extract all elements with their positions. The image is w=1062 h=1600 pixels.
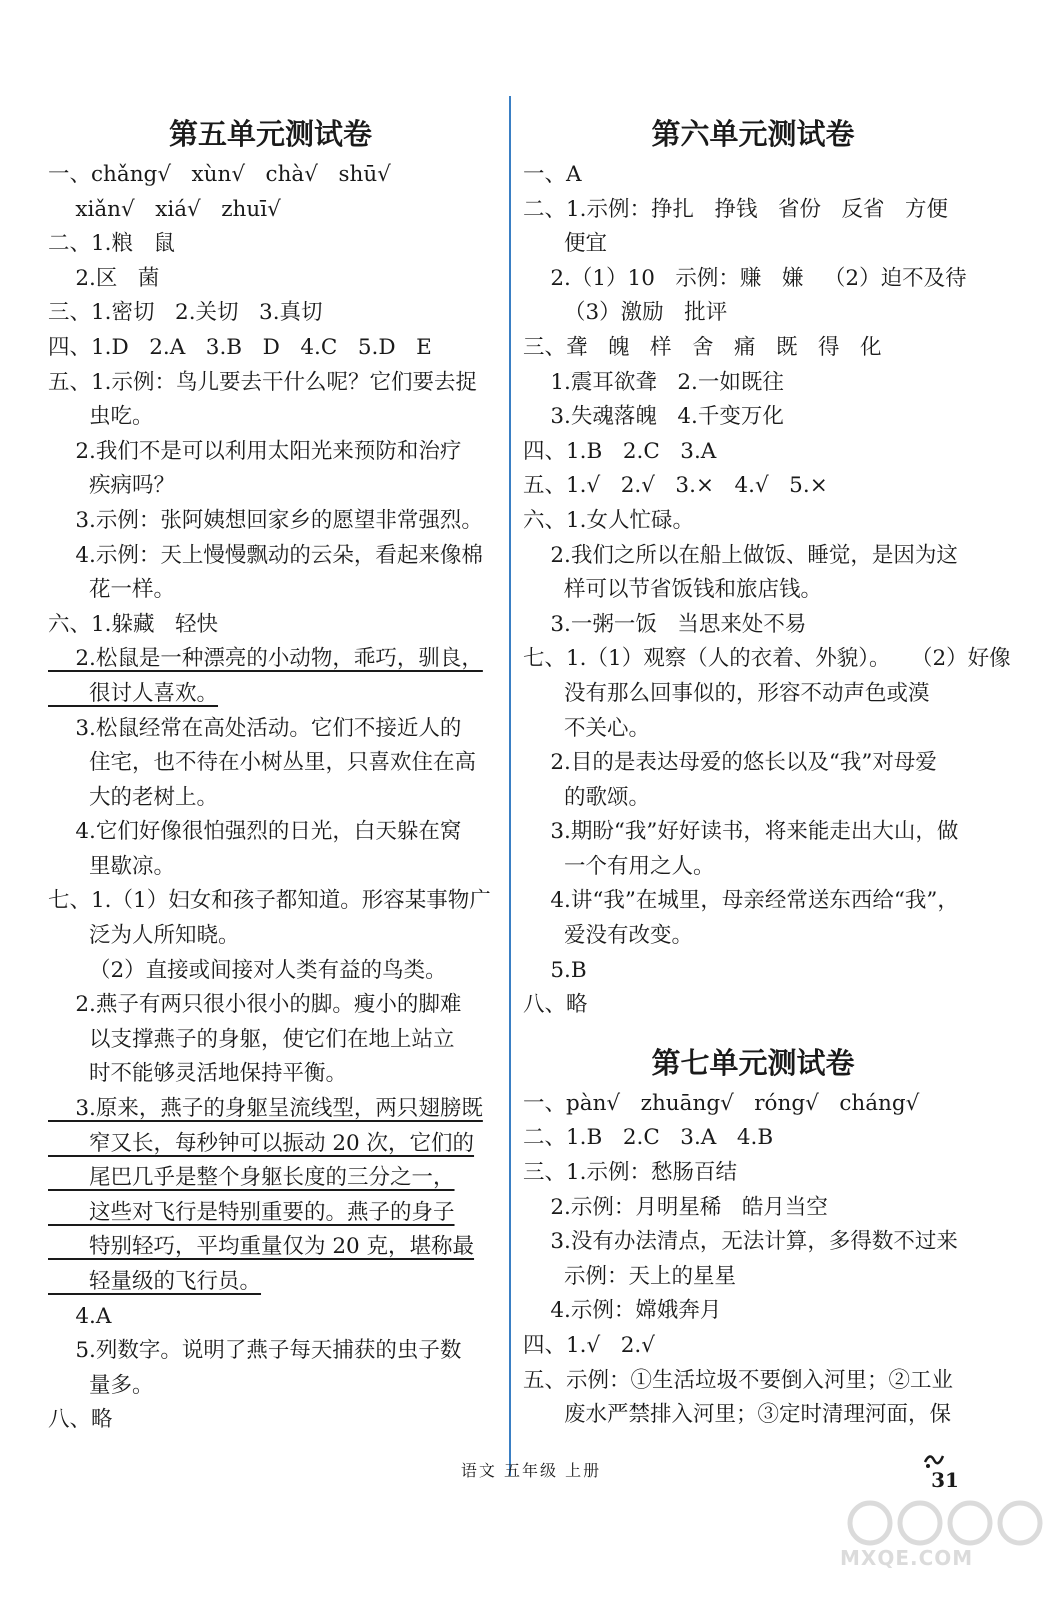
watermark [800,1498,1050,1568]
left-column [48,110,493,1438]
answer-line: 样可以节省饭钱和旅店钱。 [523,577,823,603]
answer-line: 4.它们好像很怕强烈的日光，白天躲在窝 [48,819,462,845]
answer-line: 三、1.示例：愁肠百结 [523,1160,738,1186]
answer-line: 花一样。 [48,577,176,603]
answer-line: 1.震耳欲聋 2.一如既往 [523,369,784,395]
answer-line: 2.区 菌 [48,265,160,291]
answer-line: 2.示例：月明星稀 皓月当空 [523,1194,828,1220]
answer-line: 二、1.示例：挣扎 挣钱 省份 反省 方便 [523,196,949,222]
answer-line: xiǎn√ xiá√ zhuī√ [48,196,281,222]
answer-line: 不关心。 [523,715,651,741]
answer-line: 窄又长，每秒钟可以振动 20 次，它们的 [48,1130,475,1156]
answer-line: 废水严禁排入河里；③定时清理河面，保 [523,1402,952,1428]
answer-line: 很讨人喜欢。 [48,680,219,706]
unit6-answers [523,158,1011,1023]
answer-line: 2.松鼠是一种漂亮的小动物，乖巧，驯良， [48,646,483,672]
answer-line: 大的老树上。 [48,784,219,810]
answer-line: 八、略 [523,992,588,1018]
answer-line: 五、1.√ 2.√ 3.× 4.√ 5.× [523,473,828,499]
page-number: 31 [931,1468,959,1492]
unit7-title: 第七单元测试卷 [651,1045,855,1080]
answer-line: 五、示例：①生活垃圾不要倒入河里；②工业 [523,1367,954,1393]
answer-line: 便宜 [523,231,608,257]
answer-line: 特别轻巧，平均重量仅为 20 克，堪称最 [48,1234,475,1260]
answer-line: 5.列数字。说明了燕子每天捕获的虫子数 [48,1338,462,1364]
unit5-answers [48,158,493,1438]
unit5-title: 第五单元测试卷 [168,117,372,151]
answer-line: 里歇凉。 [48,853,176,879]
answer-line: 量多。 [48,1372,154,1398]
answer-line: 四、1.D 2.A 3.B D 4.C 5.D E [48,334,432,360]
answer-line: 二、1.粮 鼠 [48,231,176,257]
answer-line: 轻量级的飞行员。 [48,1269,262,1294]
answer-line: 一个有用之人。 [523,853,715,879]
answer-line: 4.示例：天上慢慢飘动的云朵，看起来像棉 [48,542,483,568]
answer-line: 2.燕子有两只很小很小的脚。瘦小的脚难 [48,992,462,1018]
answer-line: 四、1.B 2.C 3.A [523,438,717,464]
column-divider [509,96,511,1476]
answer-line: 疾病吗？ [48,473,176,499]
answer-line: 虫吃。 [48,404,154,430]
answer-line: 七、1.（1）观察（人的衣着、外貌）。 （2）好像 [523,646,1011,672]
answer-line: 3.期盼“我”好好读书，将来能走出大山，做 [523,819,959,845]
answer-line: 一、A [523,162,582,187]
watermark-text: MXQE.COM [840,1546,974,1570]
right-column [523,110,1011,1433]
answer-line: 3.没有办法清点，无法计算，多得数不过来 [523,1229,958,1255]
answer-line: 三、聋 魄 样 舍 痛 既 得 化 [523,334,882,360]
page-mark-icon [922,1448,946,1470]
answer-line: 4.讲“我”在城里，母亲经常送东西给“我”， [523,888,959,914]
answer-line: 五、1.示例：鸟儿要去干什么呢？它们要去捉 [48,369,478,395]
page-footer: 语文 五年级 上册 [460,1461,602,1480]
answer-line: 3.松鼠经常在高处活动。它们不接近人的 [48,715,462,741]
answer-line: 没有那么回事似的，形容不动声色或漠 [523,680,930,706]
answer-line: 3.原来，燕子的身躯呈流线型，两只翅膀既 [48,1096,483,1122]
answer-line: 3.失魂落魄 4.千变万化 [523,404,784,430]
answer-line: 时不能够灵活地保持平衡。 [48,1061,348,1087]
answer-line: 四、1.√ 2.√ [523,1333,655,1358]
answer-line: 这些对飞行是特别重要的。燕子的身子 [48,1199,455,1225]
answer-line: 2.我们不是可以利用太阳光来预防和治疗 [48,438,462,464]
answer-line: 尾巴几乎是整个身躯长度的三分之一， [48,1165,455,1191]
answer-line: 示例：天上的星星 [523,1263,737,1289]
answer-line: 3.一粥一饭 当思来处不易 [523,611,807,637]
answer-line: 六、1.女人忙碌。 [523,507,695,533]
answer-line: 住宅，也不待在小树丛里，只喜欢住在高 [48,750,477,776]
unit7-answers [523,1087,983,1433]
answer-line: 以支撑燕子的身躯，使它们在地上站立 [48,1026,455,1052]
answer-line: 二、1.B 2.C 3.A 4.B [523,1125,774,1151]
answer-line: 六、1.躲藏 轻快 [48,611,219,637]
answer-line: 七、1.（1）妇女和孩子都知道。形容某事物广 [48,888,491,914]
answer-line: 4.A [48,1303,112,1329]
answer-line: 三、1.密切 2.关切 3.真切 [48,300,323,326]
answer-line: 爱没有改变。 [523,923,694,949]
answer-line: 2.我们之所以在船上做饭、睡觉，是因为这 [523,542,958,568]
answer-line: 3.示例：张阿姨想回家乡的愿望非常强烈。 [48,507,483,533]
answer-line: 八、略 [48,1407,113,1433]
answer-line: 的歌颂。 [523,784,651,810]
answer-line: （3）激励 批评 [523,300,728,326]
answer-line: 2.目的是表达母爱的悠长以及“我”对母爱 [523,750,937,776]
unit6-title: 第六单元测试卷 [651,117,855,151]
answer-line: 2.（1）10 示例：赚 嫌 （2）迫不及待 [523,265,967,291]
watermark-logo-icon [800,1498,1050,1548]
answer-line: （2）直接或间接对人类有益的鸟类。 [48,957,447,983]
answer-line: 4.示例：嫦娥奔月 [523,1298,722,1324]
answer-line: 一、chǎng√ xùn√ chà√ shū√ [48,162,391,187]
answer-line: 一、pàn√ zhuāng√ róng√ cháng√ [523,1090,920,1116]
answer-line: 泛为人所知晓。 [48,923,240,949]
answer-line: 5.B [523,957,587,983]
